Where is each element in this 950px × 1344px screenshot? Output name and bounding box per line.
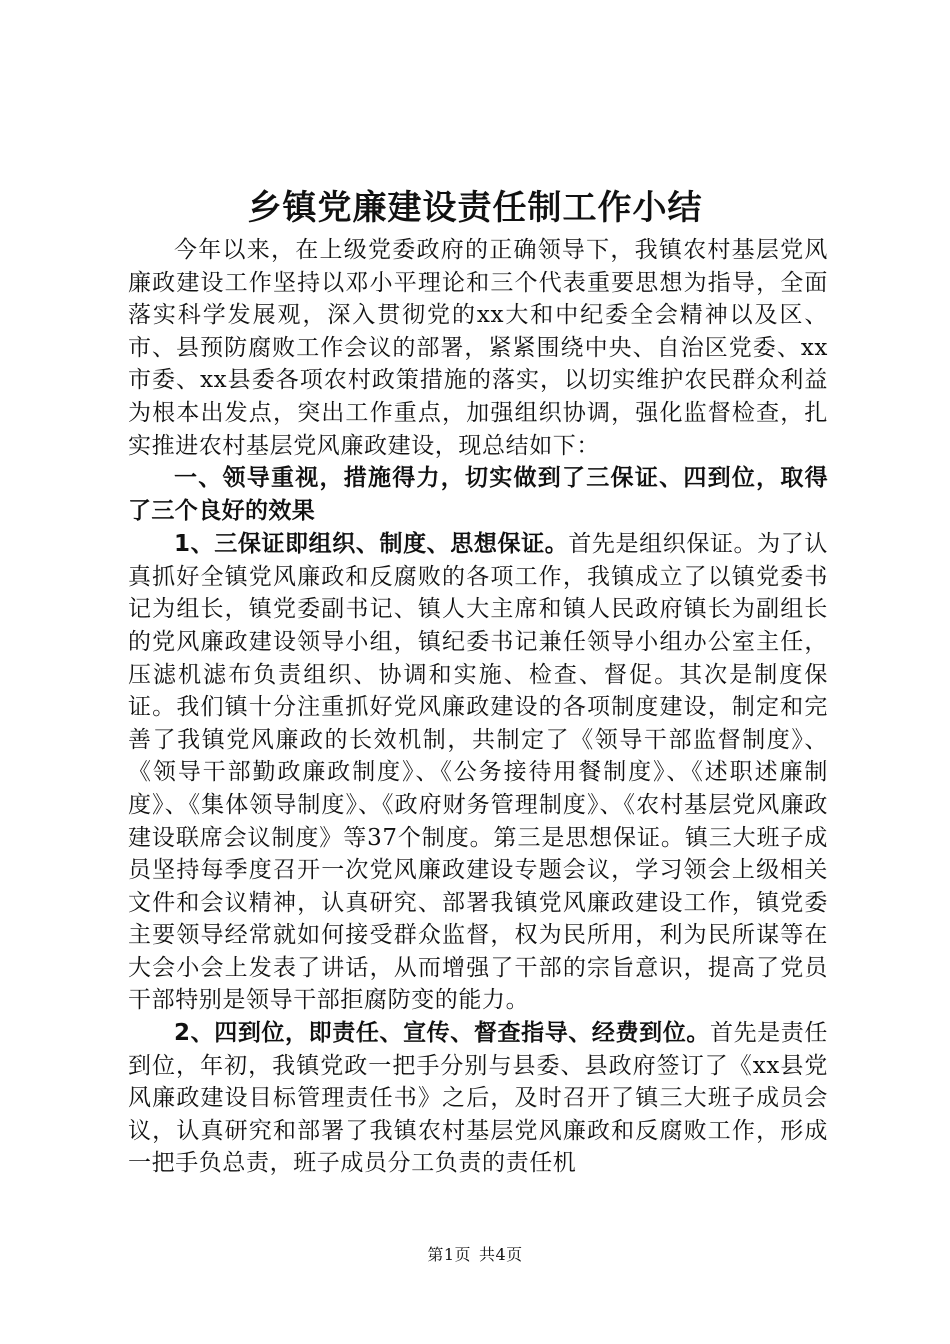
item-body-2: 首先是责任到位，年初，我镇党政一把手分别与县委、县政府签订了《xx县党风廉政建设目标管理责任书》之后，及时召开了镇三大班子成员会议，认真研究和部署了我镇农村基层党风廉政和反腐败工作，形成一把手负总责，班子成员分工负责的责任机 xyxy=(128,1020,828,1177)
page-total: 共4页 xyxy=(479,1245,523,1264)
page-footer xyxy=(0,1244,950,1266)
document-body xyxy=(128,234,828,1180)
item-paragraph-2 xyxy=(128,1017,828,1180)
item-lead-1: 1、三保证即组织、制度、思想保证。 xyxy=(174,531,569,558)
intro-paragraph: 今年以来，在上级党委政府的正确领导下，我镇农村基层党风廉政建设工作坚持以邓小平理论和三个代表重要思想为指导，全面落实科学发展观，深入贯彻党的xx大和中纪委全会精神以及区、市、县预防腐败工作会议的部署，紧紧围绕中央、自治区党委、xx市委、xx县委各项农村政策措施的落实，以切实维护农民群众利益为根本出发点，突出工作重点，加强组织协调，强化监督检查，扎实推进农村基层党风廉政建设，现总结如下： xyxy=(128,237,828,459)
item-body-1: 首先是组织保证。为了认真抓好全镇党风廉政和反腐败的各项工作，我镇成立了以镇党委书记为组长，镇党委副书记、镇人大主席和镇人民政府镇长为副组长的党风廉政建设领导小组，镇纪委书记兼任领导小组办公室主任，压滤机滤布负责组织、协调和实施、检查、督促。其次是制度保证。我们镇十分注重抓好党风廉政建设的各项制度建设，制定和完善了我镇党风廉政的长效机制，共制定了《领导干部监督制度》、《领导干部勤政廉政制度》、《公务接待用餐制度》、《述职述廉制度》、《集体领导制度》、《政府财务管理制度》、《农村基层党风廉政建设联席会议制度》等37个制度。第三是思想保证。镇三大班子成员坚持每季度召开一次党风廉政建设专题会议，学习领会上级相关文件和会议精神，认真研究、部署我镇党风廉政建设工作，镇党委主要领导经常就如何接受群众监督，权为民所用，利为民所谋等在大会小会上发表了讲话，从而增强了干部的宗旨意识，提高了党员干部特别是领导干部拒腐防变的能力。 xyxy=(128,531,828,1014)
item-lead-2: 2、四到位，即责任、宣传、督查指导、经费到位。 xyxy=(174,1020,710,1047)
item-paragraph-1 xyxy=(128,528,828,1017)
document-title: 乡镇党廉建设责任制工作小结 xyxy=(247,188,703,228)
section-heading: 一、领导重视，措施得力，切实做到了三保证、四到位，取得了三个良好的效果 xyxy=(128,465,828,525)
page-number: 第1页 xyxy=(427,1245,471,1264)
